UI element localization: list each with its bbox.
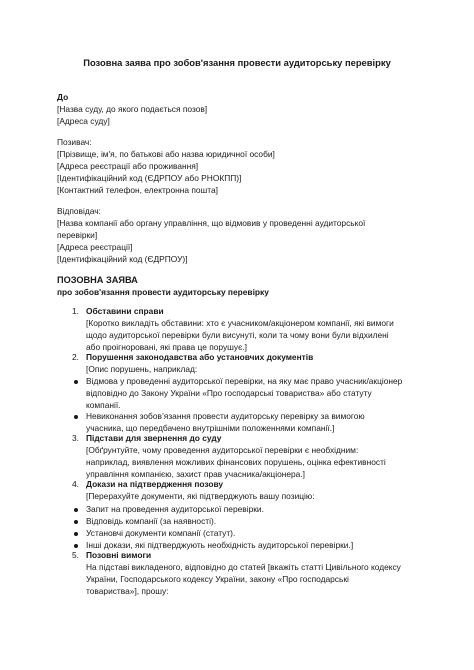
section-3-text-line: наприклад, виявлення можливих фінансових порушень, оцінка ефективності — [86, 457, 386, 467]
bullet-icon — [74, 508, 78, 512]
section-2-bullet-2-line: Невиконання зобов’язання провести аудиторську перевірку за вимогою — [86, 411, 365, 421]
claim-subheading: про зобов'язання провести аудиторську перевірку — [57, 287, 269, 297]
section-2-bullet-2-line: учасника, що передбачено внутрішніми положеннями компанії.] — [86, 423, 335, 433]
section-1-text-line: [Коротко викладіть обставини: хто є учасником/акціонером компанії, які вимоги — [86, 318, 394, 328]
bullet-icon — [74, 380, 78, 384]
section-2-bullet-1-line: компанії. — [86, 400, 121, 410]
section-1-text-line: або проігноровані, які права це порушує.] — [86, 342, 247, 352]
section-4-title: Докази на підтвердження позову — [86, 479, 224, 489]
claim-heading: ПОЗОВНА ЗАЯВА — [57, 275, 138, 285]
section-5-text-line: товариства»], прошу: — [86, 586, 169, 596]
court-name-line: [Назва суду, до якого подається позов] — [57, 104, 208, 114]
section-2-bullet-1-line: Відмова у проведенні аудиторської перевірки, на яку має право учасник/акціонер — [86, 376, 403, 386]
plaintiff-id-line: [Ідентифікаційний код (ЄДРПОУ або РНОКПП)] — [57, 173, 242, 183]
defendant-name-line: [Назва компанії або органу управління, що відмовив у проведенні аудиторської — [57, 218, 366, 228]
section-5-number: 5. — [72, 550, 79, 560]
bullet-icon — [74, 520, 78, 524]
section-5-text-line: України, Господарського кодексу України, закону «Про господарські — [86, 574, 349, 584]
bullet-icon — [74, 544, 78, 548]
section-3-text-line: управління компанією, захист прав учасника/акціонера.] — [86, 469, 305, 479]
defendant-label: Відповідач: — [57, 206, 101, 216]
section-5-title: Позовні вимоги — [86, 550, 152, 560]
section-1-title: Обставини справи — [86, 306, 164, 316]
section-3-title: Підстави для звернення до суду — [86, 433, 222, 443]
section-2-text-line: [Опис порушень, наприклад: — [86, 364, 198, 374]
section-4-bullet-line: Відповідь компанії (за наявності). — [86, 516, 217, 526]
section-3-text-line: [Обґрунтуйте, чому проведення аудиторської перевірки є необхідним: — [86, 445, 359, 455]
defendant-id-line: [Ідентифікаційний код (ЄДРПОУ)] — [57, 254, 188, 264]
section-2-bullet-1-line: відповідно до Закону України «Про господарські товариства» або статуту — [86, 388, 372, 398]
plaintiff-address-line: [Адреса реєстрації або проживання] — [57, 161, 199, 171]
section-4-number: 4. — [72, 479, 79, 489]
section-4-bullet-line: Установчі документи компанії (статут). — [86, 528, 236, 538]
court-address-line: [Адреса суду] — [57, 116, 110, 126]
section-2-title: Порушення законодавства або установчих документів — [86, 352, 314, 362]
to-label: До — [57, 92, 69, 102]
section-4-bullet-line: Інші докази, які підтверджують необхідність аудиторської перевірки.] — [86, 540, 354, 550]
section-3-number: 3. — [72, 433, 79, 443]
defendant-address-line: [Адреса реєстрації] — [57, 242, 133, 252]
section-4-text-line: [Перерахуйте документи, які підтверджують вашу позицію: — [86, 491, 315, 501]
section-5-text-line: На підставі викладеного, відповідно до статей [вкажіть статті Цивільного кодексу — [86, 562, 401, 572]
section-1-number: 1. — [72, 306, 79, 316]
plaintiff-label: Позивач: — [57, 137, 92, 147]
plaintiff-name-line: [Прізвище, ім'я, по батькові або назва юридичної особи] — [57, 149, 275, 159]
section-1-text-line: щодо аудиторської перевірки були висунуті, коли та чому вони були відхилені — [86, 330, 389, 340]
bullet-icon — [74, 532, 78, 536]
plaintiff-contact-line: [Контактний телефон, електронна пошта] — [57, 185, 218, 195]
section-4-bullet-line: Запит на проведення аудиторської перевірки. — [86, 504, 264, 514]
section-2-number: 2. — [72, 352, 79, 362]
document-title: Позовна заява про зобов'язання провести аудиторську перевірку — [83, 57, 391, 68]
bullet-icon — [74, 415, 78, 419]
defendant-name-line-cont: перевірки] — [57, 230, 98, 240]
